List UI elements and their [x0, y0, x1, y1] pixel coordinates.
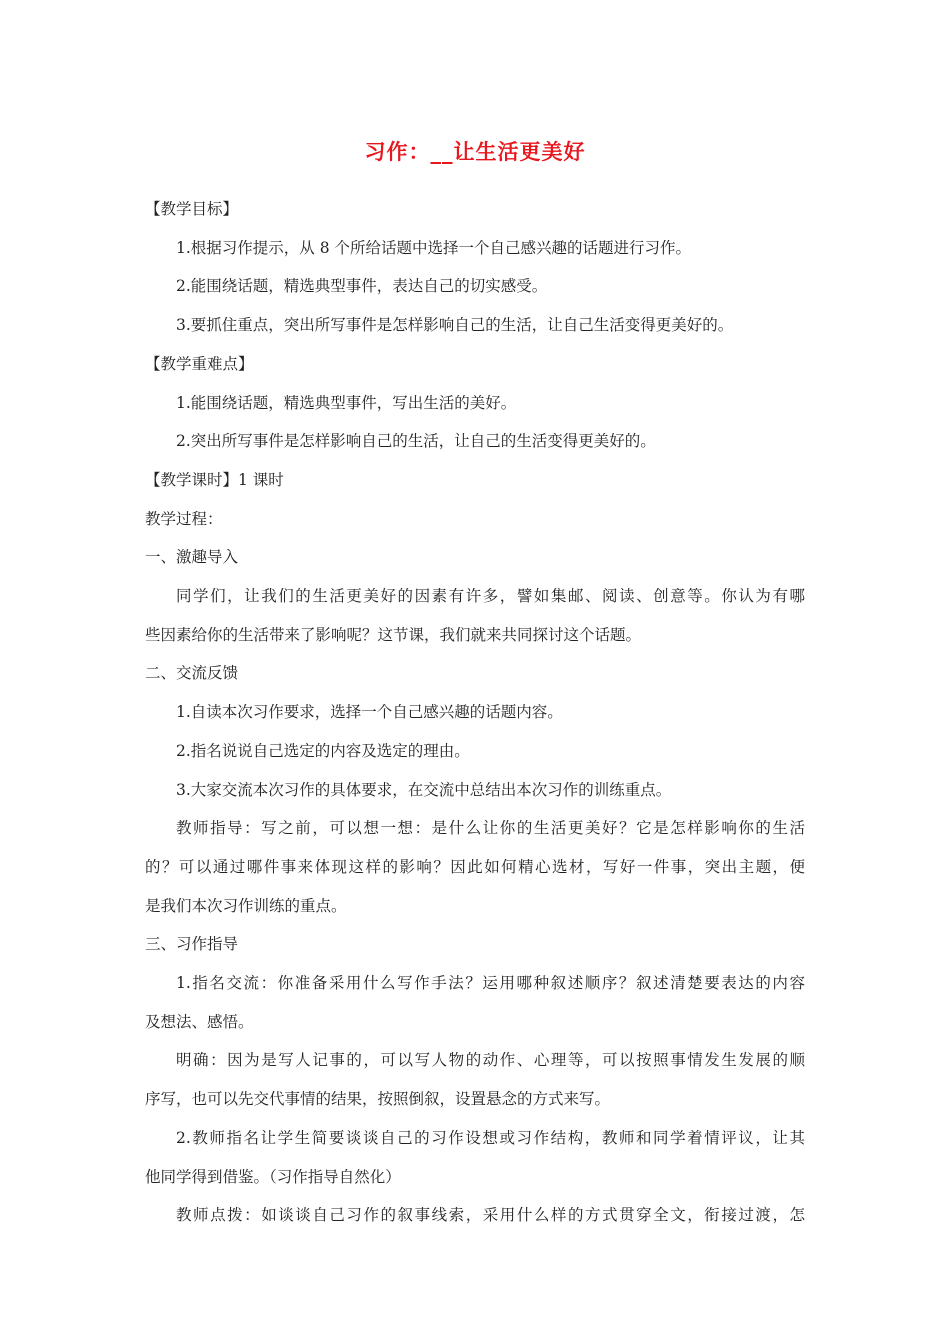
section-heading-key-points: 【教学重难点】	[145, 354, 254, 373]
step-heading-exchange: 二、交流反馈	[145, 664, 239, 683]
paragraph-line: 序写，也可以先交代事情的结果，按照倒叙，设置悬念的方式来写。	[145, 1090, 611, 1109]
section-heading-class-hours: 【教学课时】1 课时	[145, 470, 284, 489]
paragraph-line: 同学们，让我们的生活更美好的因素有许多，譬如集邮、阅读、创意等。你认为有哪	[176, 587, 805, 606]
step-heading-intro: 一、激趣导入	[145, 548, 239, 567]
process-heading: 教学过程：	[145, 509, 223, 528]
paragraph-line: 2.教师指名让学生简要谈谈自己的习作设想或习作结构，教师和同学着情评议，让其	[176, 1128, 805, 1147]
paragraph-line: 教师点拨：如谈谈自己习作的叙事线索，采用什么样的方式贯穿全文，衔接过渡，怎	[176, 1206, 805, 1225]
document-body	[145, 190, 805, 1235]
key-point-1: 1.能围绕话题，精选典型事件，写出生活的美好。	[176, 393, 517, 412]
objective-2: 2.能围绕话题，精选典型事件，表达自己的切实感受。	[176, 277, 548, 296]
exchange-item-1: 1.自读本次习作要求，选择一个自己感兴趣的话题内容。	[176, 703, 563, 722]
objective-1: 1.根据习作提示，从 8 个所给话题中选择一个自己感兴趣的话题进行习作。	[176, 238, 692, 257]
objective-3: 3.要抓住重点，突出所写事件是怎样影响自己的生活，让自己生活变得更美好的。	[176, 316, 734, 335]
key-point-2: 2.突出所写事件是怎样影响自己的生活，让自己的生活变得更美好的。	[176, 432, 656, 451]
document-title: 习作：__让生活更美好	[364, 140, 586, 164]
paragraph-line: 明确：因为是写人记事的，可以写人物的动作、心理等，可以按照事情发生发展的顺	[176, 1051, 805, 1070]
exchange-item-2: 2.指名说说自己选定的内容及选定的理由。	[176, 741, 470, 760]
paragraph-line: 些因素给你的生活带来了影响呢？这节课，我们就来共同探讨这个话题。	[145, 625, 642, 644]
paragraph-line: 他同学得到借鉴。（习作指导自然化）	[145, 1167, 401, 1186]
paragraph-line: 是我们本次习作训练的重点。	[145, 896, 347, 915]
paragraph-line: 1.指名交流：你准备采用什么写作手法？运用哪种叙述顺序？叙述清楚要表达的内容	[176, 974, 805, 993]
paragraph-line: 及想法、感悟。	[145, 1012, 254, 1031]
paragraph-line: 教师指导：写之前，可以想一想：是什么让你的生活更美好？它是怎样影响你的生活	[176, 819, 805, 838]
section-heading-objectives: 【教学目标】	[145, 200, 239, 218]
step-heading-guidance: 三、习作指导	[145, 935, 239, 954]
exchange-item-3: 3.大家交流本次习作的具体要求，在交流中总结出本次习作的训练重点。	[176, 780, 672, 799]
paragraph-line: 的？可以通过哪件事来体现这样的影响？因此如何精心选材，写好一件事，突出主题，便	[145, 857, 805, 876]
